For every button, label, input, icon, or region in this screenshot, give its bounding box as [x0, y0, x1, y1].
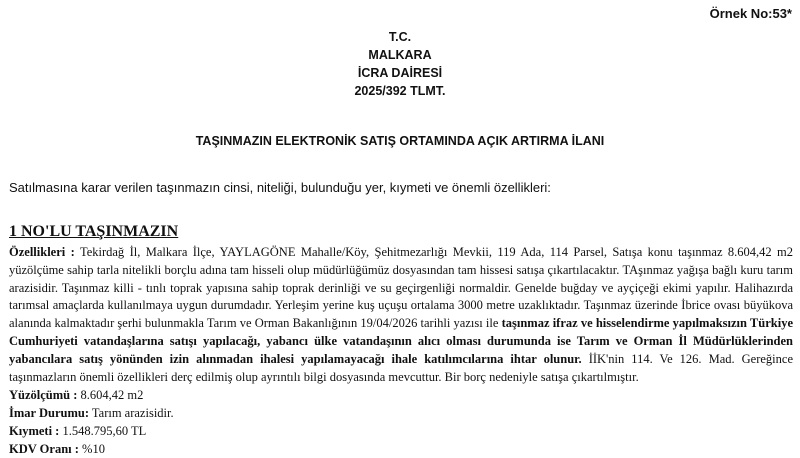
value-row: [9, 422, 793, 440]
property-features: [9, 244, 793, 386]
zoning-value: Tarım arazisidir.: [88, 406, 174, 421]
zoning-row: [9, 404, 793, 422]
features-text-2: İİK'nin 114. Ve 126. Mad. Gereğince taşınmazların önemli özellikleri derç edilmiş olup ayrıntılı bilgi dosyasında mevcuttur. Bir borç nedeniyle satışa çıkartılmıştır.: [9, 351, 793, 384]
vat-label: KDV Oranı :: [9, 442, 79, 457]
features-label: Özellikleri :: [9, 245, 75, 259]
header-country: T.C.: [388, 30, 412, 44]
vat-value: %10: [78, 442, 105, 457]
sample-number: Örnek No:53*: [709, 6, 792, 21]
header-office: İCRA DAİRESİ: [357, 66, 443, 80]
header-file-number: 2025/392 TLMT.: [354, 84, 446, 98]
document-header: [0, 28, 800, 100]
area-value: 8.604,42 m2: [77, 388, 144, 403]
value-label: Kıymeti :: [9, 424, 60, 439]
area-label: Yüzölçümü :: [9, 388, 78, 403]
value-amount: 1.548.795,60 TL: [59, 424, 147, 439]
features-text-1: Tekirdağ İl, Malkara İlçe, YAYLAGÖNE Mahalle/Köy, Şehitmezarlığı Mevkii, 119 Ada, 114 Parsel, Satışa konu taşınmaz 8.604,42 m2 yüzölçüme sahip tarla nitelikli borçlu adına tam hisseli olup müdürlüğümüz dosyasından tam hissesi satışa çıkartılacaktır. TAşınmaz yağışa bağlı kuru tarım arazisidir. Taşınmaz killi - tınlı toprak yapısına sahip toprak derinliği ve su geçirgenliği normaldir. Genelde buğday ve ayçiçeği ekimi yapılır. Halihazırda tarımsal amaçlarda kullanılmaya uygun durumdadır. Yerleşim yerine kuş uçuşu ortalama 3000 metre uzaklıktadır. Taşınmaz üzerinde İbrice ovası büyükova alanında kalmaktadır şerhi bulunmakla Tarım ve Orman Bakanlığının 19/04/2026 tarihli yazısı ile: [9, 245, 793, 331]
zoning-label: İmar Durumu:: [9, 406, 89, 421]
notice-title: TAŞINMAZIN ELEKTRONİK SATIŞ ORTAMINDA AÇIK ARTIRMA İLANI: [195, 134, 605, 148]
intro-text: Satılmasına karar verilen taşınmazın cinsi, niteliği, bulunduğu yer, kıymeti ve önemli özellikleri:: [9, 180, 551, 195]
header-district: MALKARA: [368, 48, 432, 62]
property-section: [9, 222, 793, 458]
property-title: 1 NO'LU TAŞINMAZIN: [9, 223, 179, 240]
vat-row: [9, 440, 793, 458]
features-warning: taşınmaz ifraz ve hisselendirme yapılmaksızın Türkiye Cumhuriyeti vatandaşlarına satışı yapılacağı, yabancı ülke vatandaşının alıcı olması durumunda ise Tarım ve Orman İl Müdürlüklerinden yabancılara satış yönünden izin alınmadan ihalesi yapılamayacağı ihale katılımcılarına ihtar olunur.: [9, 316, 793, 366]
area-row: [9, 386, 793, 404]
